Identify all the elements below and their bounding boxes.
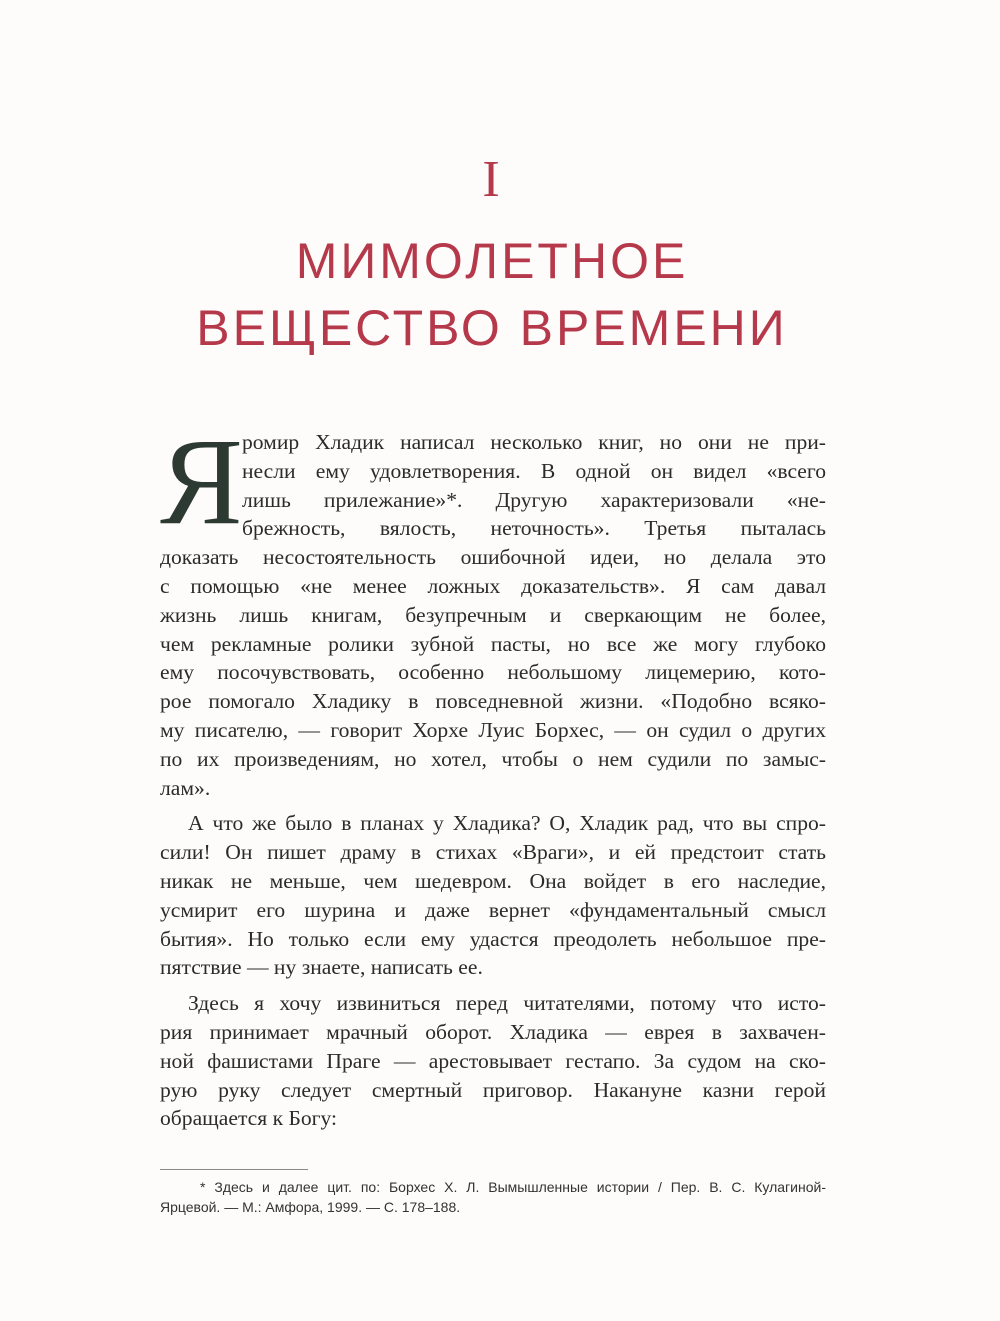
drop-cap: Я	[160, 413, 243, 550]
text-line: рия принимает мрачный оборот. Хладика — еврея в захвачен-	[160, 1019, 826, 1044]
paragraph-1	[160, 413, 826, 802]
body-text	[160, 413, 826, 1140]
text-line: ромир Хладик написал несколько книг, но они не при-	[242, 430, 826, 454]
text-line: по их произведениям, но хотел, чтобы о нем судили по замыс-	[160, 746, 826, 771]
text-line: обращается к Богу:	[160, 1106, 338, 1131]
text-line: А что же было в планах у Хладика? О, Хладик рад, что вы спро-	[188, 811, 826, 836]
text-line: несли ему удовлетворения. В одной он видел «всего	[242, 458, 826, 483]
footnote	[160, 1177, 826, 1217]
text-line: чем рекламные ролики зубной пасты, но все же могу глубоко	[160, 631, 826, 656]
text-line: Здесь я хочу извиниться перед читателями, потому что исто-	[188, 991, 826, 1016]
text-line: му писателю, — говорит Хорхе Луис Борхес, — он судил о других	[160, 717, 826, 742]
footnote-line: Ярцевой. — М.: Амфора, 1999. — С. 178–188.	[160, 1199, 461, 1215]
text-line: рое помогало Хладику в повседневной жизни. «Подобно всяко-	[160, 689, 826, 714]
paragraph-2	[160, 809, 826, 982]
text-line: сили! Он пишет драму в стихах «Враги», и ей предстоит стать	[160, 840, 826, 865]
text-line: ной фашистами Праге — арестовывает гестапо. За судом на ско-	[160, 1048, 826, 1073]
text-line: ему посочувствовать, особенно небольшому лицемерию, кото-	[160, 660, 826, 685]
text-line: бытия». Но только если ему удастся преодолеть небольшое пре-	[160, 926, 826, 951]
footnote-line: * Здесь и далее цит. по: Борхес Х. Л. Вымышленные истории / Пер. В. С. Кулагиной-	[200, 1179, 826, 1195]
footnote-divider	[160, 1169, 308, 1170]
chapter-title	[0, 228, 984, 362]
chapter-title-line: ВЕЩЕСТВО ВРЕМЕНИ	[196, 300, 788, 356]
text-line: лам».	[160, 775, 211, 800]
paragraph-3	[160, 989, 826, 1133]
text-line: брежность, вялость, неточность». Третья пыталась	[242, 516, 826, 541]
text-line: жизнь лишь книгам, безупречным и сверкающим не более,	[160, 602, 826, 627]
text-line: с помощью «не менее ложных доказательств». Я сам давал	[160, 573, 826, 598]
chapter-number: I	[482, 151, 502, 208]
text-line: пятствие — ну знаете, написать ее.	[160, 955, 483, 980]
text-line: доказать несостоятельность ошибочной идеи, но делала это	[160, 545, 826, 570]
text-line: никак не меньше, чем шедевром. Она войдет в его наследие,	[160, 868, 826, 893]
chapter-title-line: МИМОЛЕТНОЕ	[295, 233, 689, 289]
text-line: усмирит его шурина и даже вернет «фундаментальный смысл	[160, 897, 826, 922]
text-line: рую руку следует смертный приговор. Накануне казни герой	[160, 1077, 826, 1102]
text-line: лишь прилежание»*. Другую характеризовали «не-	[242, 487, 826, 512]
